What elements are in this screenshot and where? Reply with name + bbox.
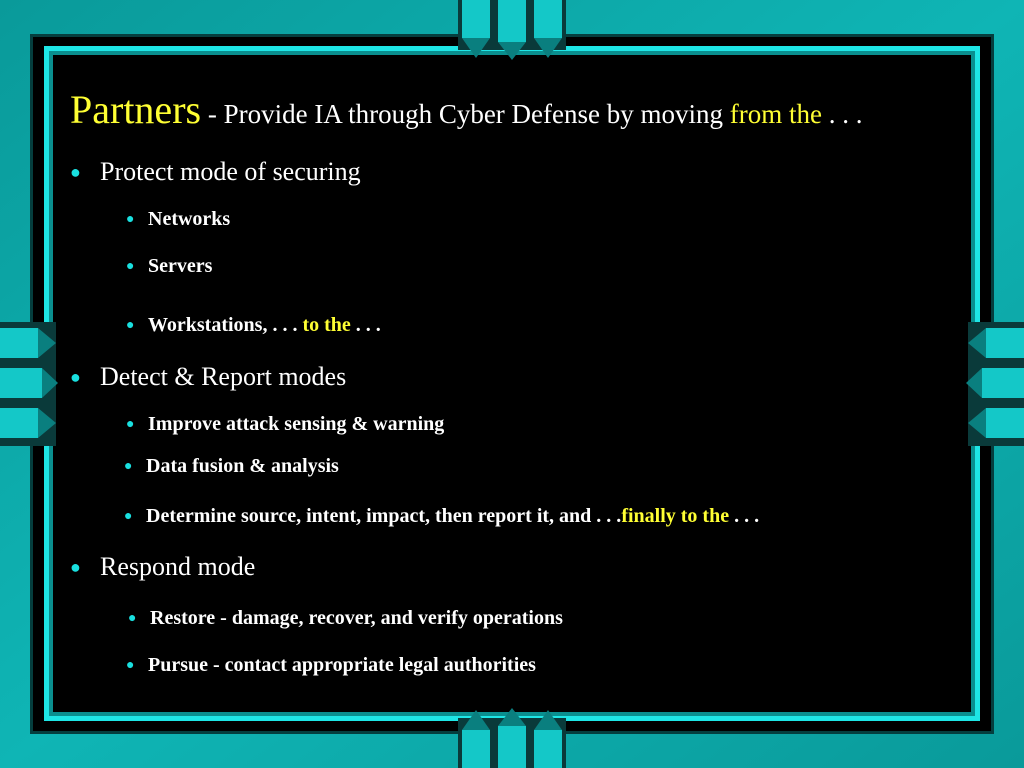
top-ornament (458, 0, 566, 60)
title-main: Partners (70, 87, 202, 132)
bullet-icon: ● (126, 259, 135, 274)
list-item: ● Restore - damage, recover, and verify operations (128, 607, 563, 629)
list-item: ● Networks (126, 208, 231, 230)
section-label: Respond mode (100, 552, 256, 581)
title-highlight: from the (729, 99, 822, 129)
bullet-icon: ● (70, 557, 81, 577)
section-respond (70, 552, 256, 582)
bullet-icon: ● (126, 318, 135, 333)
bullet-icon: ● (126, 658, 135, 673)
slide-title (70, 86, 862, 133)
section-detect-report (70, 362, 347, 392)
section-protect (70, 157, 361, 187)
title-suffix: . . . (821, 99, 863, 129)
bullet-icon: ● (70, 367, 81, 387)
bullet-icon: ● (70, 162, 81, 182)
bullet-icon: ● (124, 459, 133, 474)
bullet-icon: ● (126, 417, 135, 432)
list-item: ● Determine source, intent, impact, then report it, and . . .finally to the . . . (124, 505, 760, 527)
list-item: ● Pursue - contact appropriate legal authorities (126, 654, 536, 676)
bullet-icon: ● (128, 611, 137, 626)
right-ornament (966, 322, 1024, 446)
bottom-ornament (458, 708, 566, 768)
section-label: Protect mode of securing (100, 157, 361, 186)
list-item: ● Servers (126, 255, 213, 277)
bullet-icon: ● (126, 212, 135, 227)
title-text: Provide IA through Cyber Defense by moving (223, 99, 730, 129)
list-item: ● Improve attack sensing & warning (126, 413, 445, 435)
title-dash: - (201, 99, 224, 129)
left-ornament (0, 322, 58, 446)
list-item: ● Data fusion & analysis (124, 455, 339, 477)
bullet-icon: ● (124, 509, 133, 524)
list-item: ● Workstations, . . . to the . . . (126, 314, 381, 336)
section-label: Detect & Report modes (100, 362, 347, 391)
